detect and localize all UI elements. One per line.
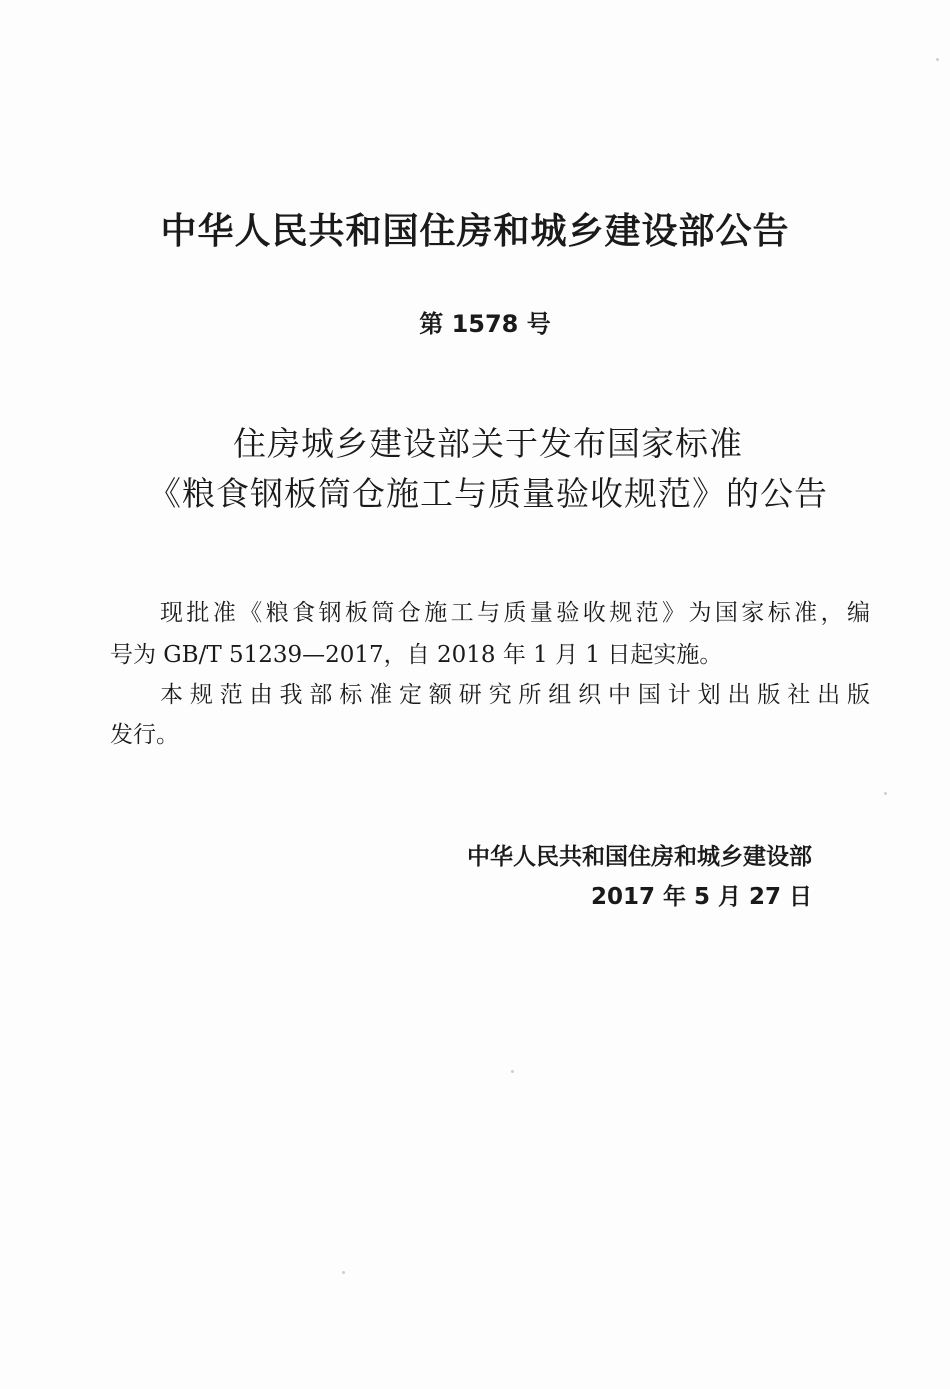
issue-date: 2017 年 5 月 27 日: [590, 884, 812, 910]
announcement-title: 中华人民共和国住房和城乡建设部公告: [160, 211, 790, 252]
scan-speck: [342, 1271, 345, 1274]
scan-speck: [511, 1070, 514, 1073]
body-paragraph-line: 现批准《粮食钢板筒仓施工与质量验收规范》为国家标准，编: [160, 600, 870, 626]
body-paragraph-line: 本规范由我部标准定额研究所组织中国计划出版社出版: [160, 682, 870, 708]
issuing-authority: 中华人民共和国住房和城乡建设部: [467, 844, 812, 870]
body-paragraph-line: 发行。: [110, 722, 179, 748]
scan-speck: [884, 792, 887, 795]
announcement-subtitle-line-1: 住房城乡建设部关于发布国家标准: [233, 424, 743, 463]
scan-speck: [936, 58, 939, 61]
announcement-subtitle-line-2: 《粮食钢板筒仓施工与质量验收规范》的公告: [148, 474, 828, 513]
body-paragraph-line: 号为 GB/T 51239—2017，自 2018 年 1 月 1 日起实施。: [110, 642, 723, 668]
notice-number: 第 1578 号: [419, 310, 551, 338]
